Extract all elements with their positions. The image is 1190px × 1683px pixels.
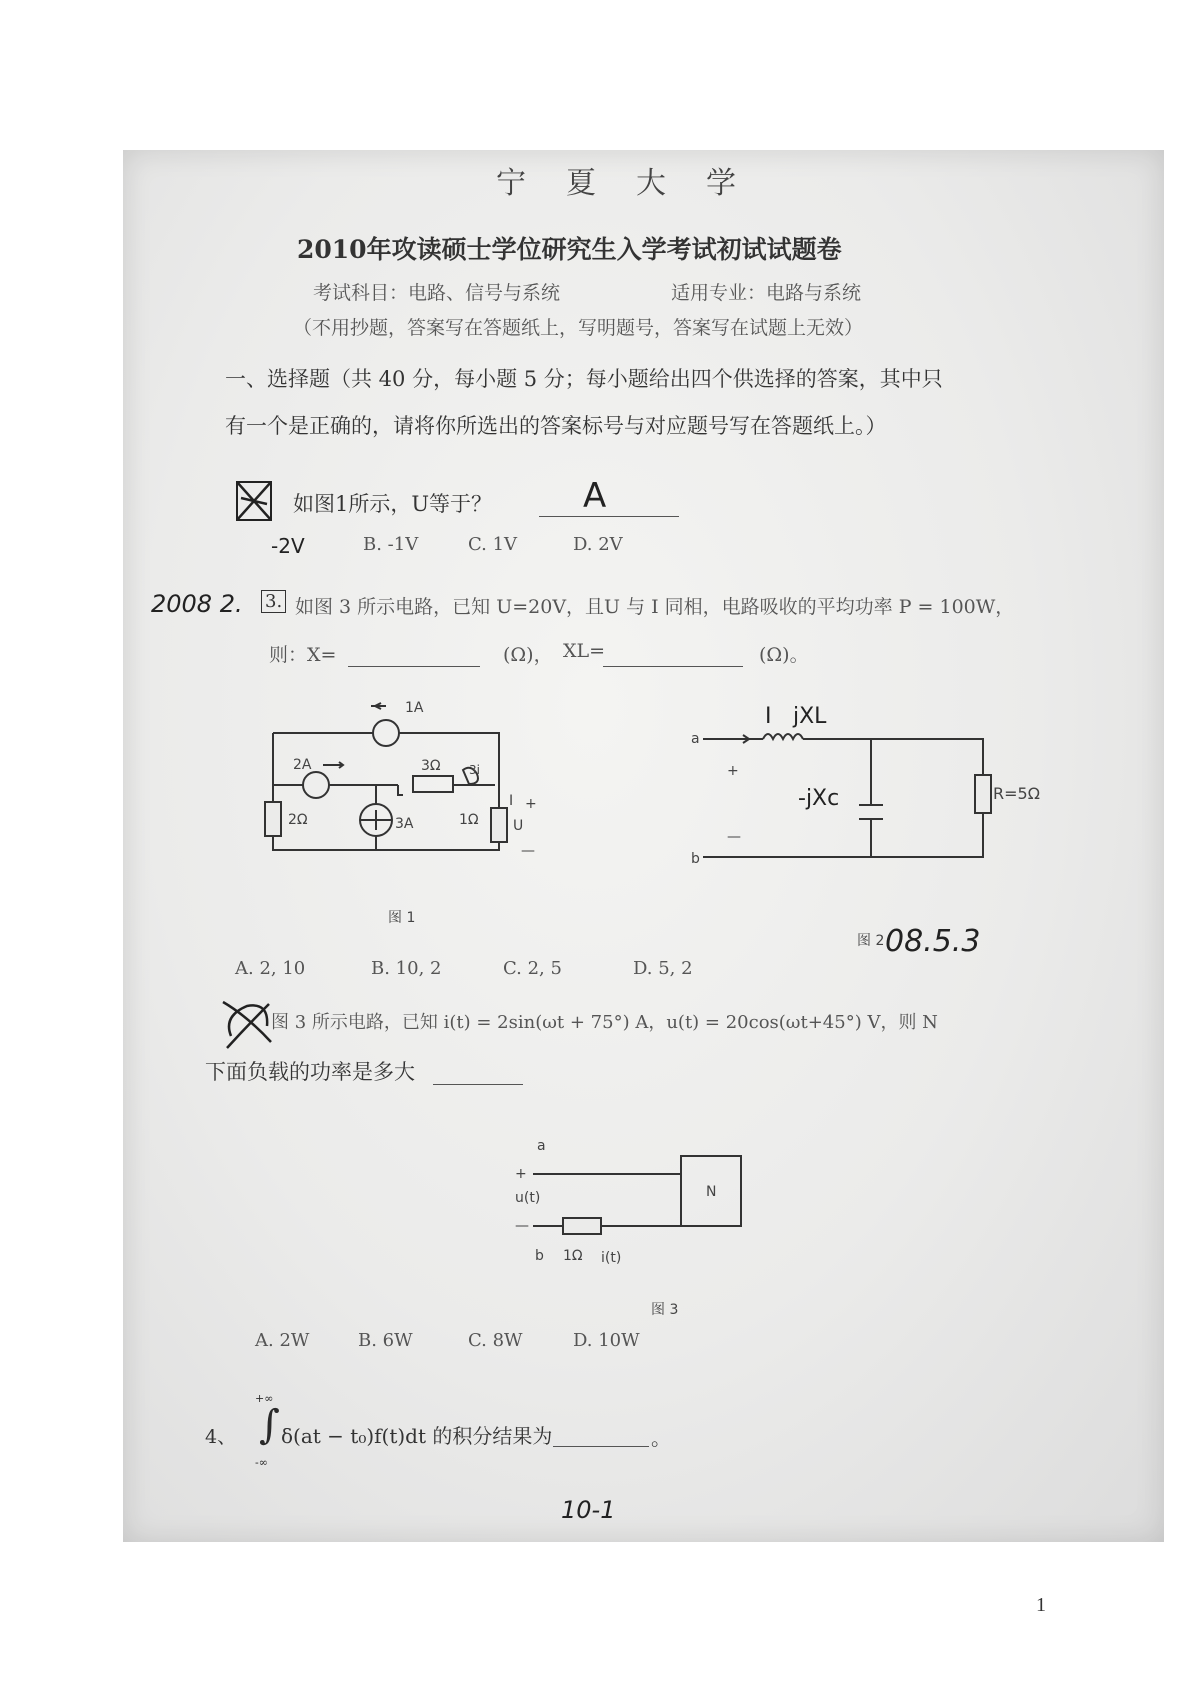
question-2-x-label: 则：X=: [269, 644, 337, 666]
margin-handwritten-note: 2008 2.: [151, 590, 243, 618]
q2-option-b: B. 10, 2: [371, 958, 442, 979]
q3-option-c: C. 8W: [468, 1330, 523, 1351]
fig1-label-plus: +: [525, 796, 537, 812]
handwritten-page-number: 10-1: [561, 1496, 616, 1524]
fig1-label-1a: 1A: [405, 700, 424, 716]
fig2-caption: 图 2: [857, 933, 885, 949]
question-2-unit-2: (Ω)。: [759, 644, 809, 666]
fig3-label-b: b: [535, 1248, 544, 1264]
question-1-text: 如图1所示，U等于？: [293, 492, 493, 516]
question-4-end: 。: [651, 1426, 671, 1450]
crossed-out-mark: [233, 478, 279, 528]
exam-note: （不用抄题，答案写在答题纸上，写明题号，答案写在试题上无效）: [293, 317, 864, 339]
question-2-blank-xl: [603, 666, 743, 667]
fig2-label-jxl: jXL: [793, 704, 827, 729]
fig1-label-minus: —: [521, 843, 535, 859]
fig3-label-r: 1Ω: [563, 1248, 583, 1264]
integral-sign: ∫: [259, 1402, 280, 1448]
fig1-label-3a: 3A: [395, 816, 414, 832]
fig2-label-plus: +: [727, 763, 739, 779]
fig1-label-voltage: U: [513, 818, 524, 834]
question-2-number: 3.: [261, 590, 286, 613]
fig2-label-current: I: [765, 704, 772, 729]
section-heading-line1: 一、选择题（共 40 分，每小题 5 分；每小题给出四个供选择的答案，其中只: [225, 367, 943, 391]
fig3-label-a: a: [537, 1138, 546, 1154]
fig3-caption: 图 3: [651, 1302, 679, 1318]
fig1-label-current: I: [509, 793, 514, 809]
fig3-label-u: u(t): [515, 1190, 541, 1206]
crossed-out-mark-q3: [217, 996, 277, 1052]
q3-option-d: D. 10W: [573, 1330, 640, 1351]
exam-subject: 考试科目：电路、信号与系统: [313, 282, 561, 304]
fig2-label-jxc: -jXc: [798, 786, 840, 811]
q2-option-d: D. 5, 2: [633, 958, 693, 979]
q3-option-a: A. 2W: [255, 1330, 310, 1351]
q1-option-a: -2V: [271, 534, 305, 558]
q2-option-c: C. 2, 5: [503, 958, 562, 979]
fig3-label-n: N: [706, 1184, 717, 1200]
fig1-caption: 图 1: [388, 910, 416, 926]
page-number: 1: [1036, 1594, 1046, 1616]
fig3-label-plus: +: [515, 1166, 527, 1182]
question-3-text: 图 3 所示电路，已知 i(t) = 2sin(ωt + 75°) A，u(t) = 20cos(ωt+45°) V，则 N: [271, 1012, 938, 1033]
fig2-label-a: a: [691, 731, 700, 747]
q3-option-b: B. 6W: [358, 1330, 413, 1351]
q1-option-c: C. 1V: [468, 534, 518, 555]
question-4-number: 4、: [205, 1426, 237, 1448]
exam-major: 适用专业：电路与系统: [671, 282, 862, 304]
fig2-label-b: b: [691, 851, 700, 867]
question-1-blank: [539, 516, 679, 517]
q1-option-d: D. 2V: [573, 534, 623, 555]
fig1-label-3ohm: 3Ω: [421, 758, 441, 774]
fig1-hand-mark: 3i: [469, 763, 480, 777]
university-name: 宁夏大学: [496, 166, 776, 201]
question-2-xl-label: XL=: [563, 640, 606, 662]
question-1-answer: A: [583, 476, 607, 516]
fig1-label-2a: 2A: [293, 757, 312, 773]
q1-option-b: B. -1V: [363, 534, 419, 555]
question-3-blank: [433, 1084, 523, 1085]
section-heading-line2: 有一个是正确的，请将你所选出的答案标号与对应题号写在答题纸上。）: [225, 414, 887, 438]
figure-1-circuit: [263, 690, 553, 926]
exam-title: 2010年攻读硕士学位研究生入学考试初试试题卷: [297, 235, 842, 264]
question-2-blank-x: [348, 666, 480, 667]
fig2-label-minus: —: [727, 829, 741, 845]
scanned-exam-sheet: [123, 150, 1164, 1542]
fig3-label-minus: —: [515, 1218, 529, 1234]
fig2-label-r: R=5Ω: [993, 784, 1040, 803]
fig1-label-2ohm: 2Ω: [288, 812, 308, 828]
question-4-blank: [553, 1446, 649, 1447]
fig3-label-i: i(t): [601, 1250, 622, 1266]
fig2-hand-note: 08.5.3: [885, 924, 981, 959]
question-4-expression: δ(at − t₀)f(t)dt 的积分结果为: [281, 1424, 553, 1448]
question-3-text-line2: 下面负载的功率是多大: [205, 1060, 415, 1084]
integral-upper-limit: +∞: [255, 1392, 274, 1405]
q2-option-a: A. 2, 10: [235, 958, 306, 979]
question-2-text: 如图 3 所示电路，已知 U=20V，且U 与 I 同相，电路吸收的平均功率 P = 100W，: [295, 596, 1015, 618]
integral-lower-limit: -∞: [255, 1456, 268, 1469]
fig1-label-1ohm: 1Ω: [459, 812, 479, 828]
figure-3-circuit: [513, 1136, 743, 1318]
question-2-unit-1: (Ω)，: [503, 644, 553, 666]
